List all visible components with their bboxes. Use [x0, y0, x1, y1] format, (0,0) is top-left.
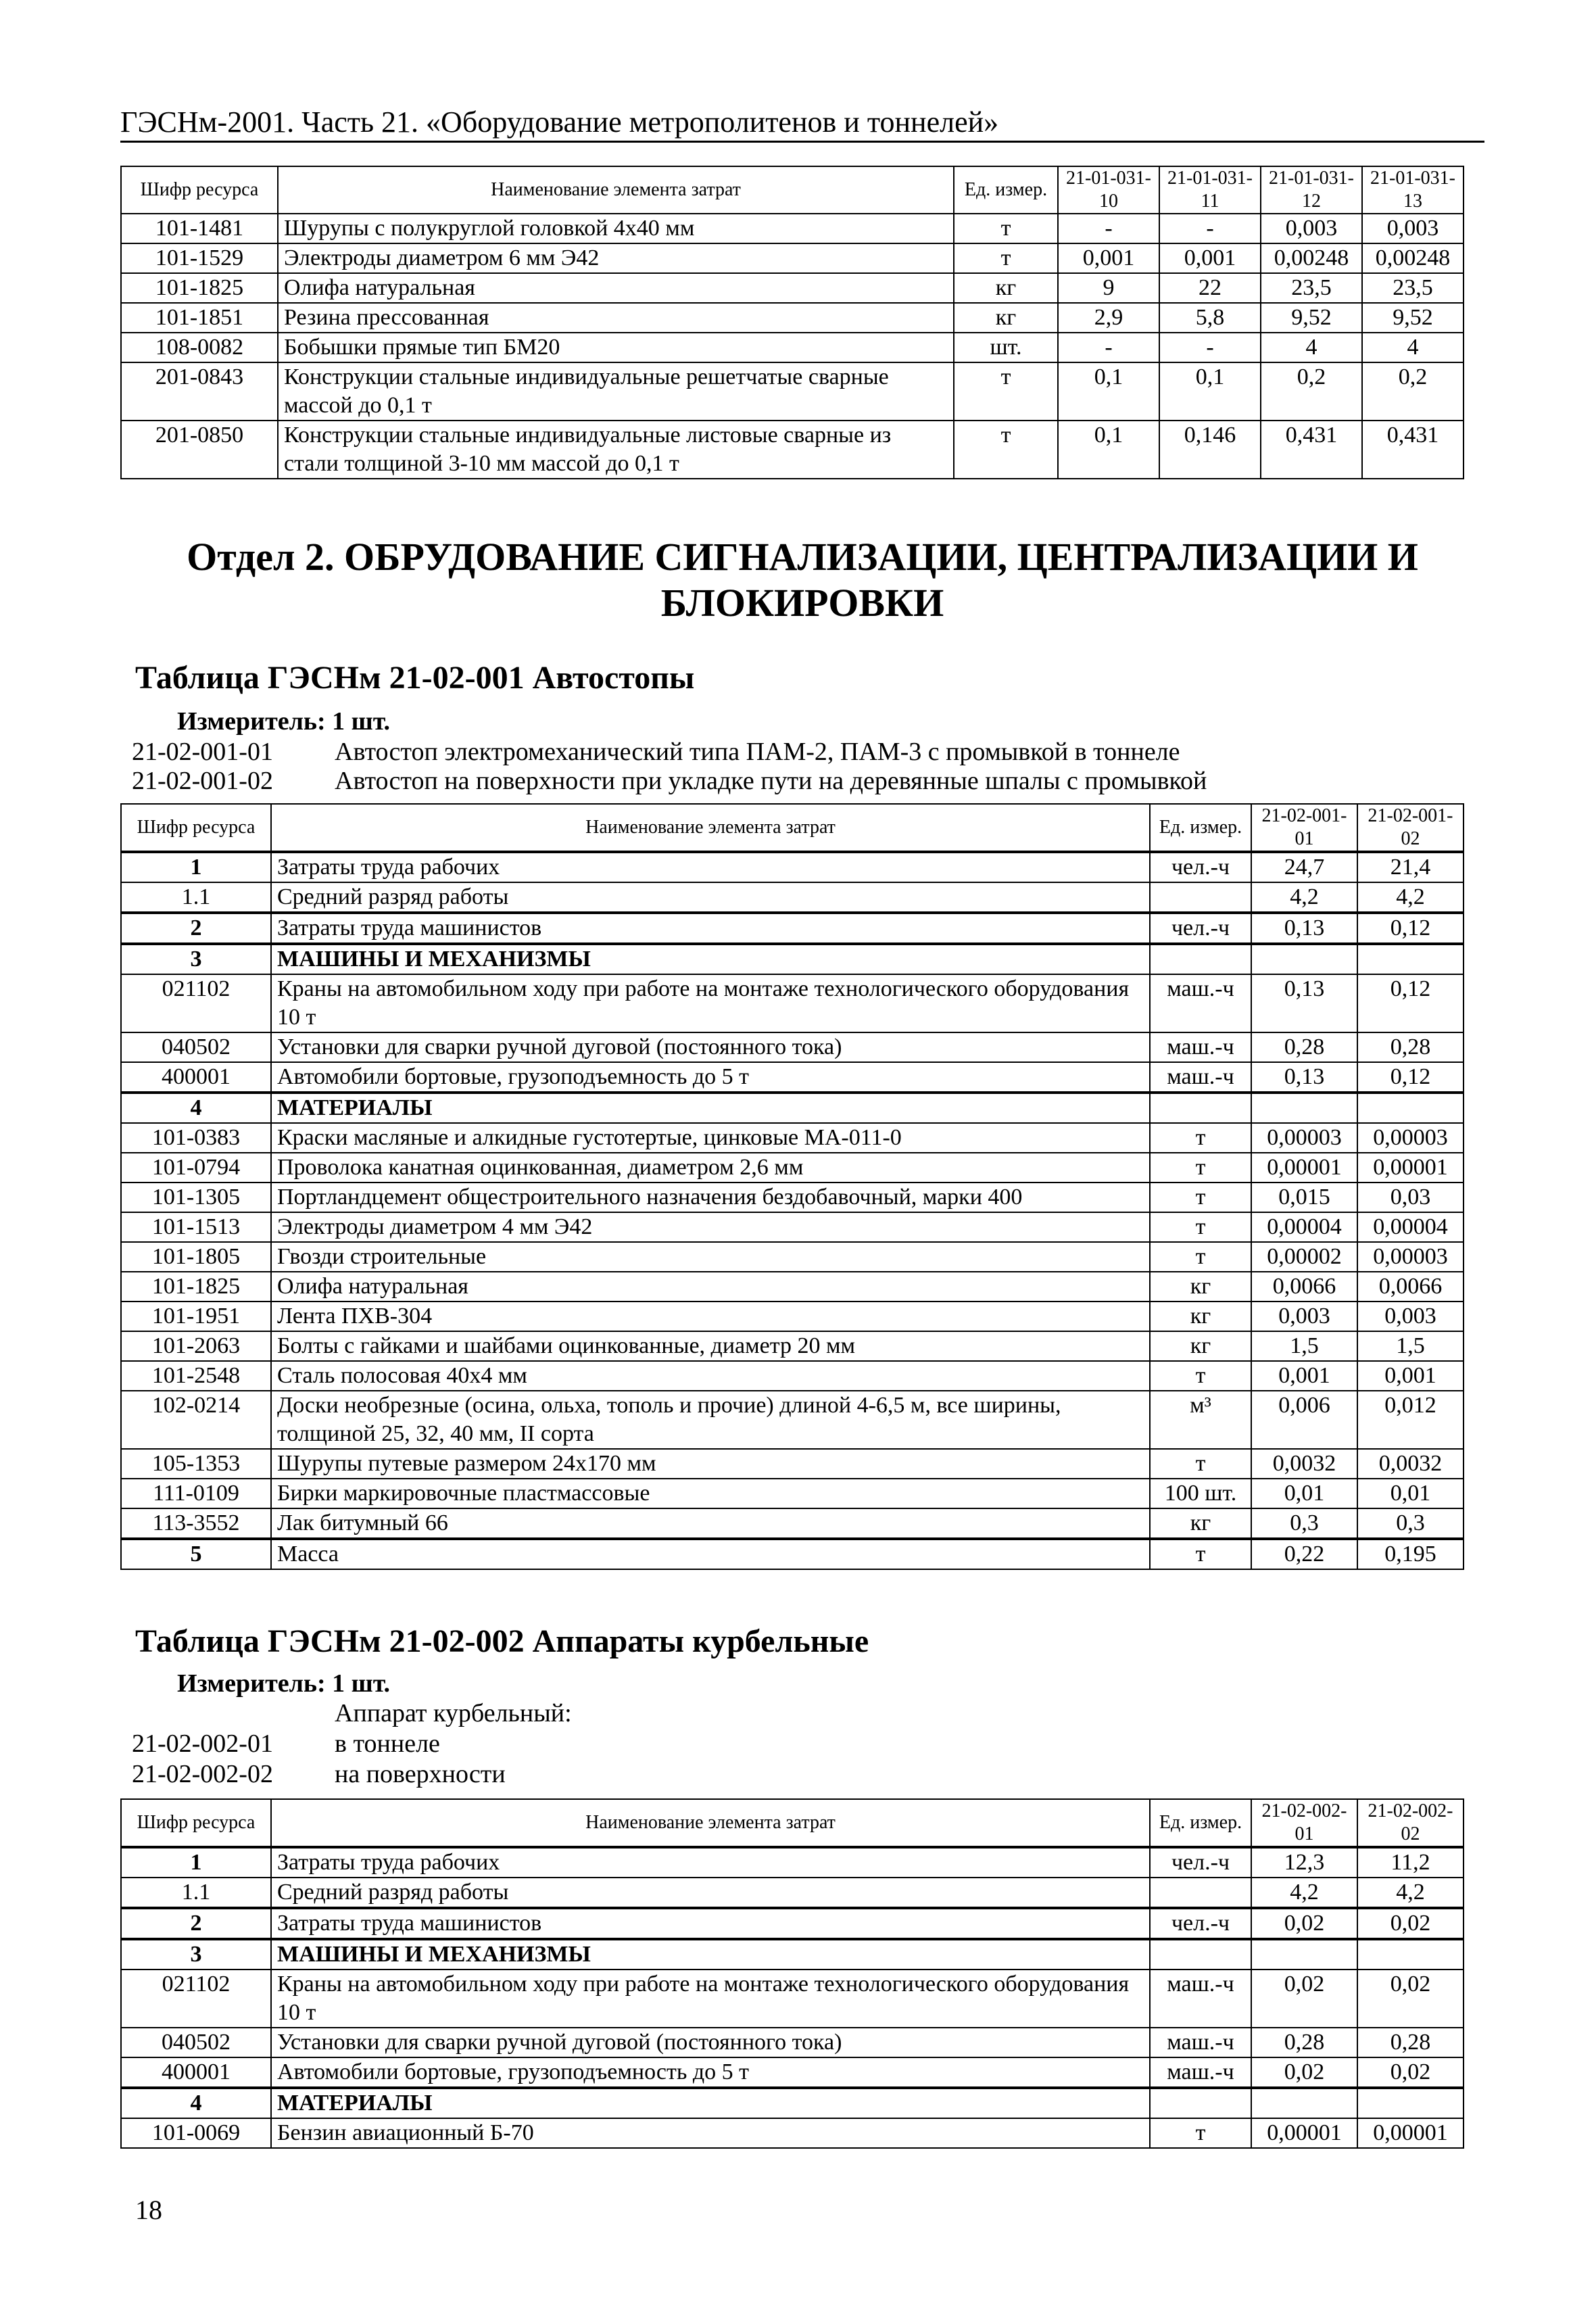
name-cell: Болты с гайками и шайбами оцинкованные, диаметр 20 мм	[271, 1331, 1150, 1361]
unit-cell: кг	[954, 303, 1058, 333]
value-cell: 0,13	[1251, 1062, 1357, 1093]
unit-cell: т	[954, 243, 1058, 273]
unit-cell: т	[1150, 1361, 1251, 1391]
name-cell: Автомобили бортовые, грузоподъемность до 5 т	[271, 2057, 1150, 2088]
table1-item-2	[132, 766, 1207, 796]
value-cell	[1251, 2088, 1357, 2118]
value-cell: 9	[1058, 273, 1159, 303]
unit-cell: маш.-ч	[1150, 1970, 1251, 2028]
table-row	[121, 1153, 1464, 1183]
table-row	[121, 2118, 1464, 2148]
resource-code-cell: 1	[121, 1847, 271, 1878]
table2-resource-table	[120, 1798, 1464, 2149]
value-cell: 0,02	[1251, 2057, 1357, 2088]
item-text: на поверхности	[335, 1760, 506, 1788]
value-cell: -	[1159, 214, 1261, 243]
value-cell: 0,0066	[1251, 1272, 1357, 1302]
name-cell: Затраты труда машинистов	[271, 1908, 1150, 1939]
value-cell: 0,015	[1251, 1183, 1357, 1212]
value-cell: 0,13	[1251, 913, 1357, 944]
name-cell: Затраты труда рабочих	[271, 1847, 1150, 1878]
value-cell: 0,02	[1251, 1908, 1357, 1939]
resource-code-cell: 101-1951	[121, 1302, 271, 1331]
table-row	[121, 1361, 1464, 1391]
resource-code-cell: 1.1	[121, 1878, 271, 1908]
value-cell: 0,1	[1058, 362, 1159, 421]
table-row	[121, 243, 1464, 273]
item-text: в тоннеле	[335, 1729, 440, 1758]
value-cell: 4,2	[1251, 882, 1357, 913]
unit-cell	[1150, 2088, 1251, 2118]
page-number: 18	[135, 2195, 162, 2225]
value-cell: 0,00001	[1251, 1153, 1357, 1183]
table-row	[121, 421, 1464, 479]
name-cell: Доски необрезные (осина, ольха, тополь и прочие) длиной 4-6,5 м, все ширины, толщиной 25, 32, 40 мм, II сорта	[271, 1391, 1150, 1449]
unit-cell: 100 шт.	[1150, 1479, 1251, 1508]
section-title-line-2: БЛОКИРОВКИ	[660, 581, 944, 625]
resource-code-cell: 101-2063	[121, 1331, 271, 1361]
resource-code-cell: 111-0109	[121, 1479, 271, 1508]
column-header: Шифр ресурса	[121, 804, 271, 852]
resource-code-cell: 1.1	[121, 882, 271, 913]
value-cell: 23,5	[1362, 273, 1464, 303]
column-header: 21-02-001-01	[1251, 804, 1357, 852]
value-cell: 0,12	[1357, 1062, 1464, 1093]
table2-measure: Измеритель: 1 шт.	[177, 1669, 391, 1698]
unit-cell: маш.-ч	[1150, 974, 1251, 1032]
unit-cell: т	[1150, 1123, 1251, 1153]
unit-cell: т	[1150, 1183, 1251, 1212]
value-cell	[1357, 1093, 1464, 1123]
column-header: Ед. измер.	[1150, 1799, 1251, 1847]
value-cell: 0,001	[1357, 1361, 1464, 1391]
column-header: 21-01-031-10	[1058, 166, 1159, 214]
table1-resource-table	[120, 803, 1464, 1570]
name-cell: Масса	[271, 1539, 1150, 1569]
table2-item-1	[132, 1729, 440, 1759]
value-cell: -	[1159, 333, 1261, 362]
name-cell: Бобышки прямые тип БМ20	[278, 333, 954, 362]
column-header: 21-02-001-02	[1357, 804, 1464, 852]
table-row	[121, 1479, 1464, 1508]
name-cell: Бирки маркировочные пластмассовые	[271, 1479, 1150, 1508]
value-cell	[1357, 2088, 1464, 2118]
resource-code-cell: 102-0214	[121, 1391, 271, 1449]
value-cell: -	[1058, 214, 1159, 243]
table-row	[121, 1123, 1464, 1153]
resource-code-cell: 021102	[121, 974, 271, 1032]
column-header: 21-02-002-01	[1251, 1799, 1357, 1847]
value-cell: 0,3	[1357, 1508, 1464, 1539]
table-row	[121, 882, 1464, 913]
top-table-header	[121, 166, 1464, 214]
table2-header	[121, 1799, 1464, 1847]
table-row	[121, 1062, 1464, 1093]
value-cell	[1251, 1939, 1357, 1970]
value-cell	[1357, 1939, 1464, 1970]
name-cell: Гвозди строительные	[271, 1242, 1150, 1272]
item-code: 21-02-002-02	[132, 1760, 273, 1788]
resource-code-cell: 4	[121, 2088, 271, 2118]
column-header: Наименование элемента затрат	[271, 804, 1150, 852]
table1-title: Таблица ГЭСНм 21-02-001 Автостопы	[135, 660, 695, 696]
unit-cell: кг	[954, 273, 1058, 303]
unit-cell: т	[1150, 1242, 1251, 1272]
table-row	[121, 333, 1464, 362]
value-cell: 0,003	[1261, 214, 1362, 243]
table-row	[121, 362, 1464, 421]
table-row	[121, 974, 1464, 1032]
top-table-body	[121, 214, 1464, 479]
table-row	[121, 1878, 1464, 1908]
column-header: 21-01-031-11	[1159, 166, 1261, 214]
value-cell: 23,5	[1261, 273, 1362, 303]
name-cell: Проволока канатная оцинкованная, диаметром 2,6 мм	[271, 1153, 1150, 1183]
name-cell: Шурупы с полукруглой головкой 4х40 мм	[278, 214, 954, 243]
table-row	[121, 1272, 1464, 1302]
table2-item-2	[132, 1759, 506, 1789]
unit-cell: маш.-ч	[1150, 2028, 1251, 2057]
column-header: Ед. измер.	[1150, 804, 1251, 852]
table-row	[121, 2057, 1464, 2088]
value-cell: 5,8	[1159, 303, 1261, 333]
unit-cell	[1150, 1093, 1251, 1123]
name-cell: МАШИНЫ И МЕХАНИЗМЫ	[271, 944, 1150, 974]
value-cell: 4,2	[1251, 1878, 1357, 1908]
value-cell: 0,00001	[1357, 1153, 1464, 1183]
table-row	[121, 303, 1464, 333]
name-cell: Краски масляные и алкидные густотертые, цинковые МА-011-0	[271, 1123, 1150, 1153]
value-cell: 4,2	[1357, 1878, 1464, 1908]
value-cell: 0,0066	[1357, 1272, 1464, 1302]
name-cell: Портландцемент общестроительного назначения бездобавочный, марки 400	[271, 1183, 1150, 1212]
resource-code-cell: 2	[121, 1908, 271, 1939]
name-cell: Затраты труда рабочих	[271, 852, 1150, 882]
resource-code-cell: 5	[121, 1539, 271, 1569]
value-cell: 0,00001	[1251, 2118, 1357, 2148]
table1-measure: Измеритель: 1 шт.	[177, 707, 391, 736]
value-cell: 0,195	[1357, 1539, 1464, 1569]
value-cell: 0,02	[1357, 1908, 1464, 1939]
value-cell: 0,0032	[1357, 1449, 1464, 1479]
value-cell: 0,003	[1251, 1302, 1357, 1331]
name-cell: Краны на автомобильном ходу при работе на монтаже технологического оборудования 10 т	[271, 1970, 1150, 2028]
value-cell: 0,01	[1251, 1479, 1357, 1508]
table-row	[121, 944, 1464, 974]
value-cell: 22	[1159, 273, 1261, 303]
name-cell: Олифа натуральная	[278, 273, 954, 303]
table-row	[121, 1032, 1464, 1062]
value-cell: 0,001	[1251, 1361, 1357, 1391]
unit-cell: кг	[1150, 1331, 1251, 1361]
resource-code-cell: 400001	[121, 1062, 271, 1093]
table-row	[121, 1970, 1464, 2028]
value-cell: 0,2	[1261, 362, 1362, 421]
table2-title: Таблица ГЭСНм 21-02-002 Аппараты курбельные	[135, 1623, 869, 1659]
unit-cell: чел.-ч	[1150, 852, 1251, 882]
value-cell: 24,7	[1251, 852, 1357, 882]
table-row	[121, 913, 1464, 944]
resource-code-cell: 101-0794	[121, 1153, 271, 1183]
value-cell: 0,01	[1357, 1479, 1464, 1508]
name-cell: Средний разряд работы	[271, 1878, 1150, 1908]
resource-code-cell: 4	[121, 1093, 271, 1123]
name-cell: Лак битумный 66	[271, 1508, 1150, 1539]
value-cell: 0,00002	[1251, 1242, 1357, 1272]
top-resource-table	[120, 166, 1464, 479]
value-cell: 0,431	[1261, 421, 1362, 479]
value-cell: 0,00248	[1261, 243, 1362, 273]
table-row	[121, 1242, 1464, 1272]
value-cell: 0,146	[1159, 421, 1261, 479]
value-cell: 0,28	[1357, 1032, 1464, 1062]
table-row	[121, 1391, 1464, 1449]
table2-intro: Аппарат курбельный:	[335, 1699, 572, 1727]
value-cell: 0,001	[1058, 243, 1159, 273]
resource-code-cell: 101-1851	[121, 303, 278, 333]
resource-code-cell: 2	[121, 913, 271, 944]
value-cell: 11,2	[1357, 1847, 1464, 1878]
value-cell: 0,28	[1251, 2028, 1357, 2057]
value-cell: 0,12	[1357, 974, 1464, 1032]
name-cell: Олифа натуральная	[271, 1272, 1150, 1302]
value-cell: 0,00003	[1357, 1242, 1464, 1272]
value-cell: 1,5	[1251, 1331, 1357, 1361]
value-cell: 0,12	[1357, 913, 1464, 944]
value-cell: 0,00004	[1251, 1212, 1357, 1242]
resource-code-cell: 040502	[121, 1032, 271, 1062]
unit-cell: маш.-ч	[1150, 2057, 1251, 2088]
resource-code-cell: 3	[121, 944, 271, 974]
value-cell: 0,00001	[1357, 2118, 1464, 2148]
name-cell: Установки для сварки ручной дуговой (постоянного тока)	[271, 2028, 1150, 2057]
unit-cell: т	[954, 421, 1058, 479]
resource-code-cell: 101-1481	[121, 214, 278, 243]
resource-code-cell: 101-0069	[121, 2118, 271, 2148]
value-cell: 0,02	[1251, 1970, 1357, 2028]
value-cell: 0,28	[1251, 1032, 1357, 1062]
table-row	[121, 1449, 1464, 1479]
name-cell: Резина прессованная	[278, 303, 954, 333]
name-cell: Установки для сварки ручной дуговой (постоянного тока)	[271, 1032, 1150, 1062]
value-cell: 0,006	[1251, 1391, 1357, 1449]
unit-cell: т	[1150, 1153, 1251, 1183]
name-cell: Сталь полосовая 40х4 мм	[271, 1361, 1150, 1391]
table-row	[121, 1908, 1464, 1939]
table-row	[121, 1939, 1464, 1970]
value-cell: 2,9	[1058, 303, 1159, 333]
value-cell: 4	[1362, 333, 1464, 362]
name-cell: Краны на автомобильном ходу при работе на монтаже технологического оборудования 10 т	[271, 974, 1150, 1032]
value-cell: 0,2	[1362, 362, 1464, 421]
table-row	[121, 1331, 1464, 1361]
table-row	[121, 1508, 1464, 1539]
resource-code-cell: 021102	[121, 1970, 271, 2028]
unit-cell: кг	[1150, 1272, 1251, 1302]
resource-code-cell: 101-1529	[121, 243, 278, 273]
value-cell: 9,52	[1261, 303, 1362, 333]
name-cell: Шурупы путевые размером 24х170 мм	[271, 1449, 1150, 1479]
table1-item-1	[132, 737, 1180, 767]
resource-code-cell: 201-0850	[121, 421, 278, 479]
table-row	[121, 1847, 1464, 1878]
running-header: ГЭСНм-2001. Часть 21. «Оборудование метрополитенов и тоннелей»	[120, 105, 999, 139]
table-row	[121, 273, 1464, 303]
table-row	[121, 1539, 1464, 1569]
name-cell: МАТЕРИАЛЫ	[271, 2088, 1150, 2118]
unit-cell: кг	[1150, 1302, 1251, 1331]
resource-code-cell: 113-3552	[121, 1508, 271, 1539]
table1-body	[121, 852, 1464, 1569]
table-row	[121, 1212, 1464, 1242]
column-header: 21-01-031-12	[1261, 166, 1362, 214]
resource-code-cell: 040502	[121, 2028, 271, 2057]
resource-code-cell: 1	[121, 852, 271, 882]
name-cell: Электроды диаметром 4 мм Э42	[271, 1212, 1150, 1242]
unit-cell: т	[1150, 1212, 1251, 1242]
unit-cell: т	[1150, 1539, 1251, 1569]
name-cell: Лента ПХВ-304	[271, 1302, 1150, 1331]
value-cell: 9,52	[1362, 303, 1464, 333]
item-code: 21-02-001-01	[132, 738, 273, 766]
unit-cell	[1150, 882, 1251, 913]
resource-code-cell: 3	[121, 1939, 271, 1970]
value-cell: 0,003	[1362, 214, 1464, 243]
value-cell	[1357, 944, 1464, 974]
value-cell: 0,0032	[1251, 1449, 1357, 1479]
unit-cell	[1150, 1878, 1251, 1908]
table-row	[121, 1183, 1464, 1212]
value-cell: 0,00004	[1357, 1212, 1464, 1242]
resource-code-cell: 101-1305	[121, 1183, 271, 1212]
unit-cell: т	[1150, 2118, 1251, 2148]
name-cell: Автомобили бортовые, грузоподъемность до 5 т	[271, 1062, 1150, 1093]
header-rule	[120, 141, 1484, 143]
value-cell: 0,00003	[1251, 1123, 1357, 1153]
table1-header	[121, 804, 1464, 852]
value-cell	[1251, 1093, 1357, 1123]
unit-cell: т	[1150, 1449, 1251, 1479]
unit-cell	[1150, 944, 1251, 974]
unit-cell: чел.-ч	[1150, 913, 1251, 944]
unit-cell: кг	[1150, 1508, 1251, 1539]
value-cell: 0,00248	[1362, 243, 1464, 273]
resource-code-cell: 108-0082	[121, 333, 278, 362]
name-cell: Конструкции стальные индивидуальные решетчатые сварные массой до 0,1 т	[278, 362, 954, 421]
value-cell: 0,13	[1251, 974, 1357, 1032]
section-title-line-1: Отдел 2. ОБРУДОВАНИЕ СИГНАЛИЗАЦИИ, ЦЕНТРАЛИЗАЦИИ И	[187, 535, 1418, 579]
resource-code-cell: 101-2548	[121, 1361, 271, 1391]
resource-code-cell: 201-0843	[121, 362, 278, 421]
column-header: Шифр ресурса	[121, 166, 278, 214]
table2-body	[121, 1847, 1464, 2148]
column-header: Шифр ресурса	[121, 1799, 271, 1847]
unit-cell: шт.	[954, 333, 1058, 362]
value-cell: 0,001	[1159, 243, 1261, 273]
table-row	[121, 1093, 1464, 1123]
value-cell: 4	[1261, 333, 1362, 362]
column-header: 21-01-031-13	[1362, 166, 1464, 214]
resource-code-cell: 105-1353	[121, 1449, 271, 1479]
table-row	[121, 214, 1464, 243]
name-cell: Бензин авиационный Б-70	[271, 2118, 1150, 2148]
name-cell: Конструкции стальные индивидуальные листовые сварные из стали толщиной 3-10 мм массой до 0,1 т	[278, 421, 954, 479]
resource-code-cell: 101-1805	[121, 1242, 271, 1272]
unit-cell: т	[954, 214, 1058, 243]
resource-code-cell: 101-1513	[121, 1212, 271, 1242]
table-row	[121, 852, 1464, 882]
value-cell: 0,02	[1357, 2057, 1464, 2088]
table-row	[121, 2088, 1464, 2118]
value-cell: -	[1058, 333, 1159, 362]
value-cell: 1,5	[1357, 1331, 1464, 1361]
value-cell: 0,012	[1357, 1391, 1464, 1449]
resource-code-cell: 101-1825	[121, 1272, 271, 1302]
value-cell: 0,003	[1357, 1302, 1464, 1331]
resource-code-cell: 101-0383	[121, 1123, 271, 1153]
value-cell: 0,3	[1251, 1508, 1357, 1539]
unit-cell: чел.-ч	[1150, 1908, 1251, 1939]
value-cell: 0,28	[1357, 2028, 1464, 2057]
value-cell: 4,2	[1357, 882, 1464, 913]
column-header: Ед. измер.	[954, 166, 1058, 214]
value-cell: 0,03	[1357, 1183, 1464, 1212]
resource-code-cell: 101-1825	[121, 273, 278, 303]
value-cell: 21,4	[1357, 852, 1464, 882]
item-text: Автостоп электромеханический типа ПАМ-2, ПАМ-3 с промывкой в тоннеле	[335, 738, 1180, 766]
unit-cell: маш.-ч	[1150, 1032, 1251, 1062]
unit-cell: т	[954, 362, 1058, 421]
column-header: 21-02-002-02	[1357, 1799, 1464, 1847]
value-cell: 0,1	[1058, 421, 1159, 479]
item-text: Автостоп на поверхности при укладке пути на деревянные шпалы с промывкой	[335, 767, 1207, 795]
item-code: 21-02-001-02	[132, 767, 273, 795]
value-cell: 0,00003	[1357, 1123, 1464, 1153]
name-cell: Электроды диаметром 6 мм Э42	[278, 243, 954, 273]
value-cell: 12,3	[1251, 1847, 1357, 1878]
value-cell: 0,431	[1362, 421, 1464, 479]
name-cell: МАТЕРИАЛЫ	[271, 1093, 1150, 1123]
unit-cell: чел.-ч	[1150, 1847, 1251, 1878]
name-cell: Средний разряд работы	[271, 882, 1150, 913]
table-row	[121, 1302, 1464, 1331]
value-cell	[1251, 944, 1357, 974]
item-code: 21-02-002-01	[132, 1729, 273, 1758]
name-cell: Затраты труда машинистов	[271, 913, 1150, 944]
value-cell: 0,22	[1251, 1539, 1357, 1569]
column-header: Наименование элемента затрат	[278, 166, 954, 214]
table-row	[121, 2028, 1464, 2057]
name-cell: МАШИНЫ И МЕХАНИЗМЫ	[271, 1939, 1150, 1970]
value-cell: 0,02	[1357, 1970, 1464, 2028]
unit-cell: м³	[1150, 1391, 1251, 1449]
column-header: Наименование элемента затрат	[271, 1799, 1150, 1847]
value-cell: 0,1	[1159, 362, 1261, 421]
resource-code-cell: 400001	[121, 2057, 271, 2088]
unit-cell: маш.-ч	[1150, 1062, 1251, 1093]
unit-cell	[1150, 1939, 1251, 1970]
